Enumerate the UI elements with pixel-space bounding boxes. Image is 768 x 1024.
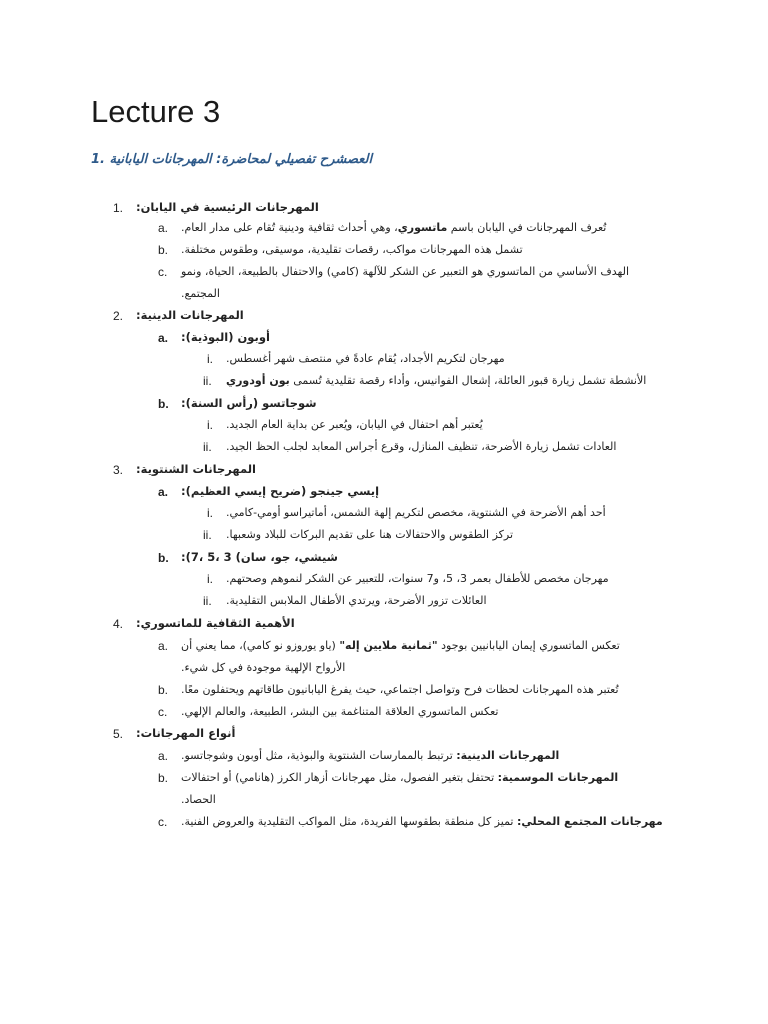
s2-a-ii-text: الأنشطة تشمل زيارة قبور العائلة، إشعال الفوانيس، وأداء رقصة تقليدية تُسمى بون أودوري	[226, 374, 647, 387]
s4-b-marker: b.	[158, 683, 169, 697]
section-1-heading: المهرجانات الرئيسية في اليابان:	[136, 200, 319, 214]
s5-a-text: المهرجانات الدينية: ترتبط بالممارسات الشنتوية والبوذية، مثل أوبون وشوجاتسو.	[181, 749, 560, 762]
s5-c-marker: c.	[158, 815, 168, 829]
section-5-heading: أنواع المهرجانات:	[136, 726, 236, 740]
section-2-heading: المهرجانات الدينية:	[136, 308, 244, 322]
section-1-number: 1.	[113, 201, 124, 215]
s1-a-marker: a.	[158, 221, 169, 235]
s2-a-ii-marker: ii.	[203, 374, 212, 388]
s2-b-marker: b.	[158, 397, 169, 411]
s3-a-marker: a.	[158, 485, 169, 499]
s1-b-text: تشمل هذه المهرجانات مواكب، رقصات تقليدية، موسيقى، وطقوس مختلفة.	[181, 243, 523, 256]
s5-a-marker: a.	[158, 749, 169, 763]
s4-a-text: تعكس الماتسوري إيمان اليابانيين بوجود "ثمانية ملايين إله" (ياو يوروزو نو كامي)، مما يعني أن	[181, 639, 620, 652]
s3-a-i-marker: i.	[207, 506, 213, 520]
s2-b-heading: شوجاتسو (رأس السنة):	[181, 396, 317, 410]
s1-a-text: تُعرف المهرجانات في اليابان باسم ماتسوري، وهي أحداث ثقافية ودينية تُقام على مدار العام.	[181, 221, 607, 234]
s2-b-ii-marker: ii.	[203, 440, 212, 454]
s3-a-ii-text: تركز الطقوس والاحتفالات هنا على تقديم البركات للبلاد وشعبها.	[226, 528, 514, 541]
s3-b-marker: b.	[158, 551, 169, 565]
s2-a-i-text: مهرجان لتكريم الأجداد، يُقام عادةً في منتصف شهر أغسطس.	[226, 352, 505, 365]
s3-a-heading: إيسي جينجو (ضريح إيسي العظيم):	[181, 484, 380, 498]
s2-b-i-text: يُعتبر أهم احتفال في اليابان، ويُعبر عن بداية العام الجديد.	[226, 418, 483, 431]
section-4-heading: الأهمية الثقافية للماتسوري:	[136, 616, 295, 630]
s4-a-marker: a.	[158, 639, 169, 653]
section-3-heading: المهرجانات الشنتوية:	[136, 462, 256, 476]
s1-c-text: الهدف الأساسي من الماتسوري هو التعبير عن الشكر للآلهة (كامي) والاحتفال بالطبيعة، الحياة، ونمو	[181, 265, 630, 278]
section-4-number: 4.	[113, 617, 124, 631]
section-2-number: 2.	[113, 309, 124, 323]
s4-a-text-cont: الأرواح الإلهية موجودة في كل شيء.	[181, 661, 346, 674]
s2-b-ii-text: العادات تشمل زيارة الأضرحة، تنظيف المنازل، وقرع أجراس المعابد لجلب الحظ الجيد.	[226, 440, 617, 453]
s3-a-ii-marker: ii.	[203, 528, 212, 542]
s4-b-text: تُعتبر هذه المهرجانات لحظات فرح وتواصل اجتماعي، حيث يفرغ اليابانيون طاقاتهم ويحتفلون معًا.	[181, 683, 619, 696]
s5-b-text-cont: الحصاد.	[181, 793, 216, 806]
s5-c-text: مهرجانات المجتمع المحلي: تميز كل منطقة بطقوسها الفريدة، مثل المواكب التقليدية والعروض الفنية.	[181, 815, 663, 828]
document-subtitle: العصشرح تفصيلي لمحاضرة: المهرجانات اليابانية .1	[91, 152, 373, 167]
s2-b-i-marker: i.	[207, 418, 213, 432]
s2-a-heading: أوبون (البوذية):	[181, 330, 270, 344]
s3-b-i-text: مهرجان مخصص للأطفال بعمر 3، 5، و7 سنوات، للتعبير عن الشكر لنموهم وصحتهم.	[226, 572, 609, 585]
s4-c-marker: c.	[158, 705, 168, 719]
s2-a-i-marker: i.	[207, 352, 213, 366]
document-title: Lecture 3	[91, 94, 221, 129]
s2-a-marker: a.	[158, 331, 169, 345]
section-3-number: 3.	[113, 463, 124, 477]
s1-b-marker: b.	[158, 243, 169, 257]
s3-b-ii-text: العائلات تزور الأضرحة، ويرتدي الأطفال الملابس التقليدية.	[226, 594, 487, 607]
s5-b-text: المهرجانات الموسمية: تحتفل بتغير الفصول، مثل مهرجانات أزهار الكرز (هانامي) أو احتفالات	[181, 771, 619, 784]
s1-c-text-cont: المجتمع.	[181, 287, 220, 300]
s5-b-marker: b.	[158, 771, 169, 785]
s3-b-i-marker: i.	[207, 572, 213, 586]
s3-a-i-text: أحد أهم الأضرحة في الشنتوية، مخصص لتكريم إلهة الشمس، أماتيراسو أومي-كامي.	[226, 506, 606, 519]
s3-b-heading: شيشي، جو، سان) 3 ،5 ،7):	[181, 550, 338, 564]
s4-c-text: تعكس الماتسوري العلاقة المتناغمة بين البشر، الطبيعة، والعالم الإلهي.	[181, 705, 499, 718]
s1-c-marker: c.	[158, 265, 168, 279]
s3-b-ii-marker: ii.	[203, 594, 212, 608]
section-5-number: 5.	[113, 727, 124, 741]
